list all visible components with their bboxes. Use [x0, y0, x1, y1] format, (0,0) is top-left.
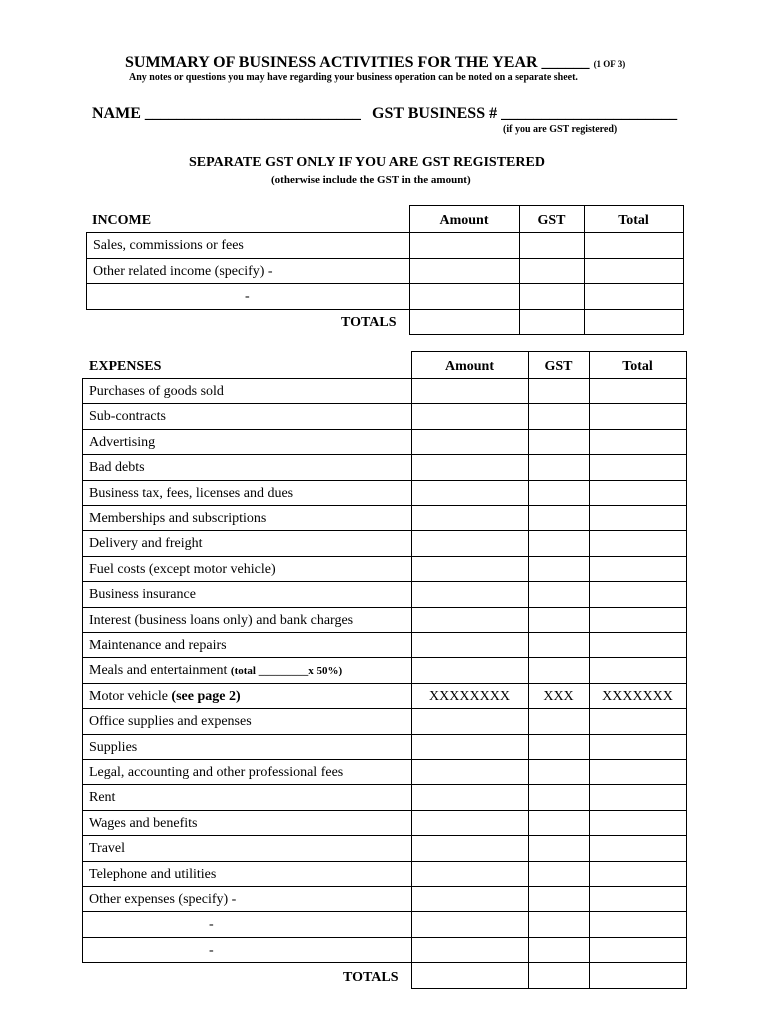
gst-note: (if you are GST registered) — [503, 124, 618, 135]
rule-line — [686, 351, 687, 989]
expense-row-label: Bad debts — [89, 460, 145, 475]
expense-row-label: Legal, accounting and other professional fees — [89, 765, 344, 780]
rule-line — [82, 962, 687, 963]
rule-line — [411, 988, 687, 989]
expense-row-label: Office supplies and expenses — [89, 714, 252, 729]
gst-business-field[interactable]: GST BUSINESS # ______________________ — [372, 105, 678, 122]
separate-gst-note: (otherwise include the GST in the amount) — [271, 174, 471, 186]
expenses-col-header: GST — [544, 359, 573, 374]
expense-row-label: Advertising — [89, 435, 156, 450]
expense-row-label: Other expenses (specify) - — [89, 892, 237, 907]
expense-row-label: Business insurance — [89, 587, 196, 602]
form-title — [125, 54, 625, 72]
expense-row-label: - — [209, 943, 214, 958]
expense-row-label: Interest (business loans only) and bank charges — [89, 613, 354, 628]
expense-row-label: Fuel costs (except motor vehicle) — [89, 562, 276, 577]
expense-row-label: - — [209, 917, 214, 932]
expense-row-label: Travel — [89, 841, 126, 856]
expense-row-label: Telephone and utilities — [89, 867, 217, 882]
expense-row-label: Rent — [89, 790, 116, 805]
expense-row-label: Motor vehicle (see page 2) — [89, 689, 241, 704]
separate-gst-heading: SEPARATE GST ONLY IF YOU ARE GST REGISTERED — [189, 155, 545, 170]
income-row-label: - — [245, 289, 250, 304]
income-heading: INCOME — [92, 213, 152, 228]
expenses-col-header: Total — [622, 359, 653, 374]
expense-row[interactable] — [82, 734, 686, 759]
income-col-header: GST — [537, 213, 566, 228]
notes-line: Any notes or questions you may have regarding your business operation can be noted on a separate sheet. — [129, 72, 578, 83]
expenses-col-header: Amount — [444, 359, 494, 374]
expense-row-note: (see page 2) — [171, 689, 241, 704]
expense-gst-value: XXX — [543, 689, 574, 704]
expense-row[interactable] — [82, 454, 686, 479]
form-title-text: SUMMARY OF BUSINESS ACTIVITIES FOR THE YEAR ______ — [125, 54, 590, 71]
expense-row-label: Sub-contracts — [89, 409, 166, 424]
rule-line — [683, 205, 684, 335]
expense-row[interactable] — [82, 784, 686, 809]
expense-row[interactable] — [82, 429, 686, 454]
income-col-header: Amount — [439, 213, 489, 228]
rule-line — [411, 351, 687, 352]
rule-line — [409, 205, 684, 206]
expense-row-label: Maintenance and repairs — [89, 638, 227, 653]
expense-row-label: Meals and entertainment (total _________x 50%) — [89, 663, 343, 678]
expense-row-note: (total _________x 50%) — [230, 665, 343, 677]
expense-row-label: Business tax, fees, licenses and dues — [89, 486, 294, 501]
expense-amount-value: XXXXXXXX — [429, 689, 510, 704]
income-col-header: Total — [618, 213, 649, 228]
expense-row-label: Supplies — [89, 740, 138, 755]
income-row-label: Other related income (specify) - — [93, 264, 273, 279]
income-totals-label: TOTALS — [341, 315, 397, 330]
income-row[interactable] — [86, 283, 683, 309]
expense-row[interactable] — [82, 835, 686, 860]
expense-row[interactable] — [82, 403, 686, 428]
income-row-label: Sales, commissions or fees — [93, 238, 244, 253]
rule-line — [409, 334, 684, 335]
expense-row-label: Purchases of goods sold — [89, 384, 224, 399]
expense-row-label: Delivery and freight — [89, 536, 203, 551]
page-indicator: (1 OF 3) — [593, 59, 626, 69]
expense-row[interactable] — [82, 937, 686, 962]
expense-total-value: XXXXXXX — [602, 689, 673, 704]
expenses-heading: EXPENSES — [89, 359, 162, 374]
rule-line — [86, 309, 684, 310]
expense-row[interactable] — [82, 911, 686, 936]
name-field[interactable]: NAME ___________________________ — [92, 105, 361, 122]
expenses-totals-label: TOTALS — [343, 970, 399, 985]
expense-row-label: Memberships and subscriptions — [89, 511, 267, 526]
expense-row-label: Wages and benefits — [89, 816, 198, 831]
